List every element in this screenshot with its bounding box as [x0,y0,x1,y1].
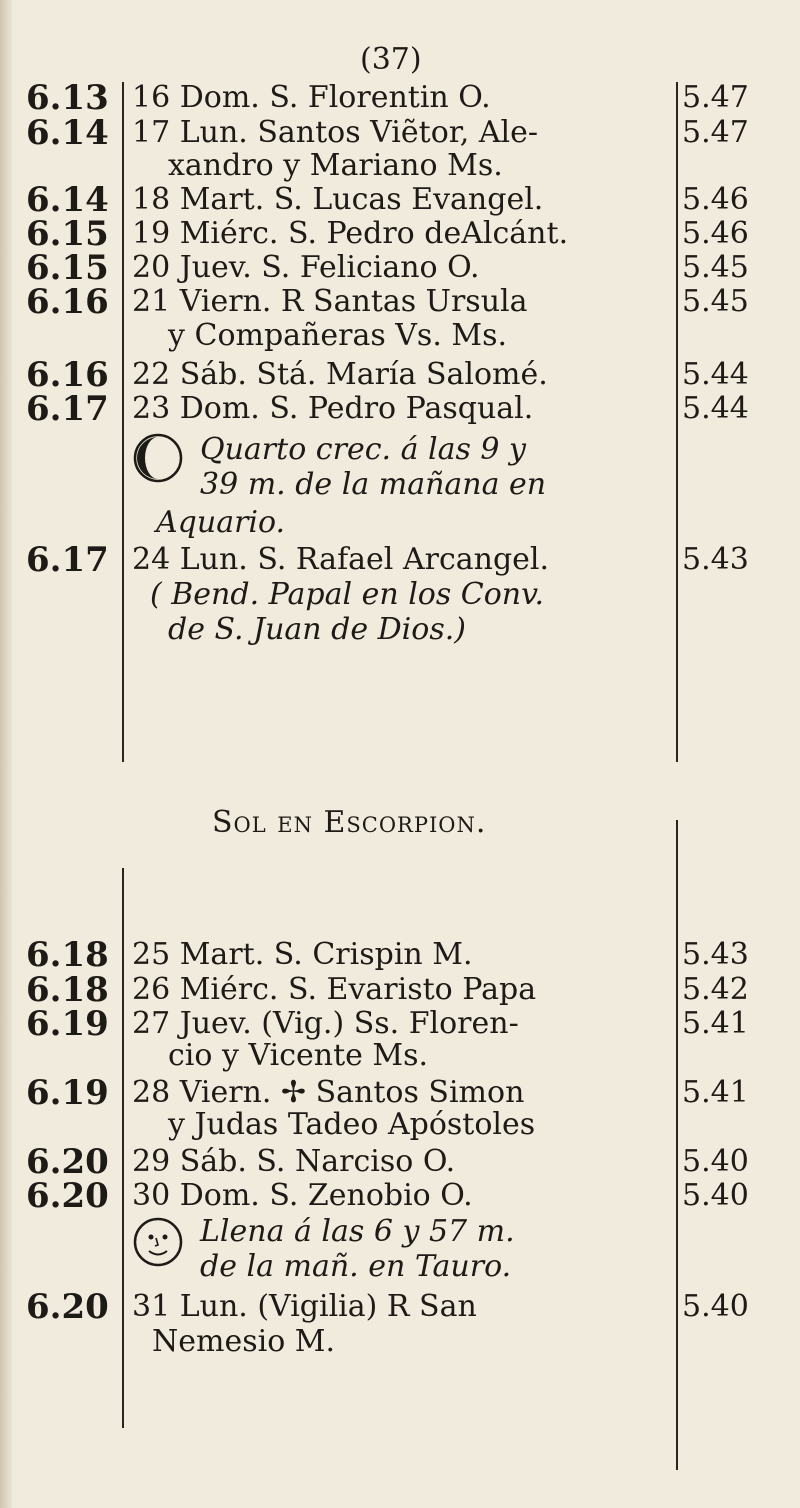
day-entry: 27 Juev. (Vig.) Ss. Floren- [132,1006,519,1041]
day-entry-continuation: Nemesio M. [152,1324,336,1359]
sunset-time: 5.40 [682,1178,749,1213]
day-row [0,389,800,429]
sunrise-time: 6.18 [26,935,109,975]
sunrise-time: 6.16 [26,282,109,322]
sunrise-time: 6.20 [26,1142,109,1182]
sunset-time: 5.44 [682,391,749,426]
sunset-time: 5.44 [682,357,749,392]
full-moon-icon [132,1216,184,1268]
day-entry: 17 Lun. Santos Viẽtor, Ale- [132,115,539,150]
sunset-time: 5.40 [682,1289,749,1324]
day-entry: 24 Lun. S. Rafael Arcangel. [132,542,550,577]
sunrise-time: 6.18 [26,970,109,1010]
sunset-time: 5.47 [682,115,749,150]
moon-phase-note: Aquario. [156,505,286,540]
day-entry: 23 Dom. S. Pedro Pasqual. [132,391,534,426]
day-entry: 18 Mart. S. Lucas Evangel. [132,182,544,217]
day-entry-continuation: cio y Vicente Ms. [168,1038,429,1073]
day-entry: 30 Dom. S. Zenobio O. [132,1178,473,1213]
day-entry: 20 Juev. S. Feliciano O. [132,250,480,285]
day-entry: 16 Dom. S. Florentin O. [132,80,491,115]
day-entry: 28 Viern. ✢ Santos Simon [132,1075,525,1110]
sunrise-time: 6.19 [26,1073,109,1113]
sunrise-time: 6.14 [26,180,109,220]
day-entry-continuation: de S. Juan de Dios.) [168,612,466,647]
sunset-time: 5.46 [682,216,749,251]
day-entry-continuation: y Compañeras Vs. Ms. [168,318,508,353]
day-entry: 19 Miérc. S. Pedro deAlcánt. [132,216,569,251]
sunset-time: 5.43 [682,937,749,972]
day-row [0,935,800,975]
day-row [0,540,800,580]
sunset-time: 5.40 [682,1144,749,1179]
sunset-time: 5.41 [682,1006,749,1041]
moon-phase-note: 39 m. de la mañana en [200,467,547,502]
day-row [0,78,800,118]
sun-sign-heading: Sol en Escorpion. [212,805,487,840]
day-entry: 31 Lun. (Vigilia) R San [132,1289,477,1324]
sunrise-time: 6.20 [26,1176,109,1216]
sunset-time: 5.45 [682,284,749,319]
day-entry-continuation: y Judas Tadeo Apóstoles [168,1107,536,1142]
moon-phase-note: Llena á las 6 y 57 m. [200,1214,515,1249]
sunrise-time: 6.17 [26,540,109,580]
sunset-time: 5.42 [682,972,749,1007]
day-entry: 21 Viern. R Santas Ursula [132,284,528,319]
first-quarter-moon-icon [132,432,184,484]
sunrise-time: 6.15 [26,248,109,288]
day-row [0,1176,800,1216]
sunrise-time: 6.19 [26,1004,109,1044]
sunset-time: 5.47 [682,80,749,115]
day-row [0,1287,800,1327]
sunrise-time: 6.15 [26,214,109,254]
sunset-time: 5.41 [682,1075,749,1110]
sunrise-time: 6.17 [26,389,109,429]
day-entry: 22 Sáb. Stá. María Salomé. [132,357,548,392]
sunrise-time: 6.20 [26,1287,109,1327]
moon-phase-note: de la mañ. en Tauro. [200,1249,512,1284]
page-number: (37) [360,42,422,77]
sunrise-time: 6.14 [26,113,109,153]
day-entry: 25 Mart. S. Crispin M. [132,937,473,972]
day-entry: 26 Miérc. S. Evaristo Papa [132,972,537,1007]
sunrise-time: 6.13 [26,78,109,118]
day-entry-continuation: xandro y Mariano Ms. [168,148,503,183]
day-entry-continuation: ( Bend. Papal en los Conv. [150,577,545,612]
sunset-time: 5.45 [682,250,749,285]
day-entry: 29 Sáb. S. Narciso O. [132,1144,456,1179]
sunrise-time: 6.16 [26,355,109,395]
sunset-time: 5.43 [682,542,749,577]
moon-phase-note: Quarto crec. á las 9 y [200,432,526,467]
sunset-time: 5.46 [682,182,749,217]
